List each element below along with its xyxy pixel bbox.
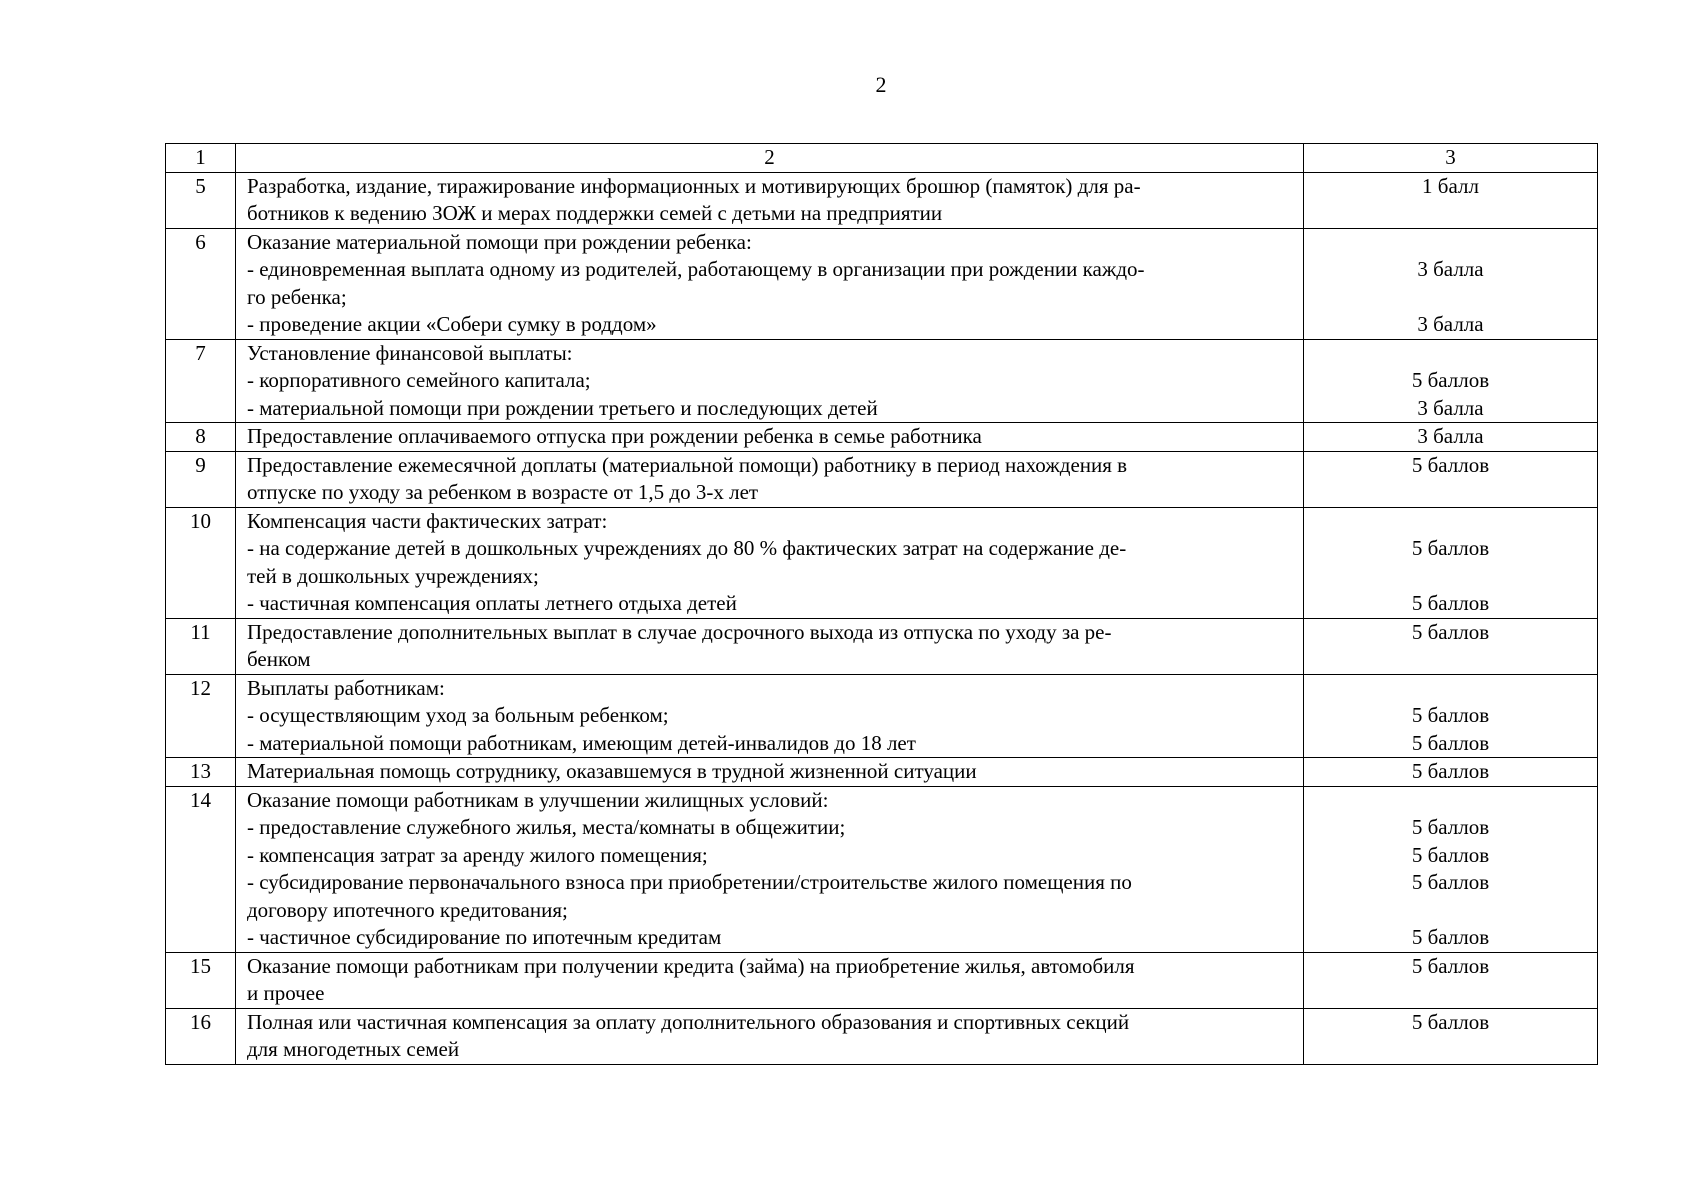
description-line: Полная или частичная компенсация за оплату дополнительного образования и спортивных секций [247,1009,1130,1034]
table-row [166,451,1598,507]
points-line: 5 баллов [1411,842,1490,867]
description-line: - на содержание детей в дошкольных учреждениях до 80 % фактических затрат на содержание де- [247,536,1127,560]
row-number: 15 [166,952,236,1008]
description-line: Установление финансовой выплаты: [247,340,573,365]
table-row [166,952,1598,1008]
description-line: - единовременная выплата одному из родителей, работающему в организации при рождении каждо- [247,257,1145,281]
row-description [236,172,1304,228]
table-body [166,172,1598,1064]
points-line: 3 балла [1417,424,1484,448]
row-description [236,758,1304,787]
header-col-3: 3 [1304,144,1598,173]
points-line [1304,229,1597,257]
row-description [236,451,1304,507]
row-points [1304,339,1598,423]
row-description [236,507,1304,618]
table-row [166,1008,1598,1064]
points-line: 5 баллов [1411,925,1490,949]
description-line: - частичная компенсация оплаты летнего отдыха детей [247,591,737,615]
description-line: тей в дошкольных учреждениях; [247,563,539,588]
points-line [1304,284,1597,312]
points-line [1304,646,1597,674]
points-line [1304,980,1597,1008]
table-row [166,507,1598,618]
points-line: 3 балла [1417,257,1484,281]
row-description [236,618,1304,674]
points-line [1304,508,1597,536]
description-line: Материальная помощь сотруднику, оказавшемуся в трудной жизненной ситуации [247,759,977,783]
row-points [1304,758,1598,787]
points-line: 5 баллов [1411,759,1490,783]
row-description [236,423,1304,452]
row-number: 10 [166,507,236,618]
points-line [1304,479,1597,507]
description-line: - компенсация затрат за аренду жилого помещения; [247,842,708,867]
points-line [1304,897,1597,925]
points-line [1304,1036,1597,1064]
points-line: 5 баллов [1411,591,1490,615]
row-number: 14 [166,786,236,952]
table-row [166,172,1598,228]
description-line: Компенсация части фактических затрат: [247,508,608,533]
description-line: отпуске по уходу за ребенком в возрасте от 1,5 до 3-х лет [247,480,759,504]
description-line: договору ипотечного кредитования; [247,897,568,922]
points-line: 5 баллов [1411,619,1490,644]
row-points [1304,786,1598,952]
header-col-1: 1 [166,144,236,173]
row-number: 8 [166,423,236,452]
header-col-2: 2 [236,144,1304,173]
description-line: бенком [247,647,311,671]
points-line [1304,340,1597,368]
points-line: 3 балла [1417,312,1484,336]
description-line: Оказание помощи работникам в улучшении жилищных условий: [247,787,829,812]
row-points [1304,507,1598,618]
row-number: 12 [166,674,236,758]
table-row [166,758,1598,787]
description-line: Оказание материальной помощи при рождении ребенка: [247,229,752,254]
description-line: - материальной помощи работникам, имеющим детей-инвалидов до 18 лет [247,730,916,755]
description-line: и прочее [247,981,325,1005]
points-line: 5 баллов [1411,730,1490,755]
row-points [1304,952,1598,1008]
description-line: - предоставление служебного жилья, места/комнаты в общежитии; [247,815,846,839]
row-description [236,952,1304,1008]
description-line: Оказание помощи работникам при получении кредита (займа) на приобретение жилья, автомобиля [247,953,1135,978]
table-row [166,339,1598,423]
row-description [236,1008,1304,1064]
row-number: 7 [166,339,236,423]
points-line [1304,563,1597,591]
description-line: Предоставление ежемесячной доплаты (материальной помощи) работнику в период нахождения в [247,452,1128,477]
measures-table [165,143,1598,1065]
points-line: 5 баллов [1411,870,1490,894]
description-line: ботников к ведению ЗОЖ и мерах поддержки семей с детьми на предприятии [247,201,943,225]
table-row [166,786,1598,952]
description-line: Выплаты работникам: [247,675,445,700]
row-number: 9 [166,451,236,507]
description-line: Разработка, издание, тиражирование информационных и мотивирующих брошюр (памяток) для ра- [247,173,1141,198]
table-row [166,674,1598,758]
points-line [1304,675,1597,703]
row-points [1304,451,1598,507]
points-line: 5 баллов [1411,536,1490,560]
description-line: - корпоративного семейного капитала; [247,368,591,392]
description-line: - субсидирование первоначального взноса при приобретении/строительстве жилого помещения по [247,870,1132,894]
description-line: - проведение акции «Собери сумку в роддом» [247,312,657,336]
description-line: Предоставление дополнительных выплат в случае досрочного выхода из отпуска по уходу за ре- [247,619,1112,644]
page-number: 2 [875,72,887,97]
description-line: Предоставление оплачиваемого отпуска при рождении ребенка в семье работника [247,424,982,448]
row-description [236,339,1304,423]
row-points [1304,423,1598,452]
points-line: 5 баллов [1411,953,1490,978]
row-description [236,228,1304,339]
description-line: для многодетных семей [247,1037,460,1061]
row-points [1304,618,1598,674]
points-line: 5 баллов [1411,452,1490,477]
description-line: - материальной помощи при рождении третьего и последующих детей [247,395,878,420]
row-number: 5 [166,172,236,228]
points-line: 3 балла [1417,395,1484,420]
points-line [1304,787,1597,815]
description-line: го ребенка; [247,284,347,309]
table-header-row [166,144,1598,173]
row-description [236,674,1304,758]
points-line: 5 баллов [1411,368,1490,392]
row-number: 13 [166,758,236,787]
row-number: 11 [166,618,236,674]
table-row [166,618,1598,674]
row-points [1304,1008,1598,1064]
points-line: 1 балл [1422,173,1479,198]
row-points [1304,228,1598,339]
row-points [1304,172,1598,228]
table-row [166,423,1598,452]
points-line [1304,200,1597,228]
points-line: 5 баллов [1411,1009,1490,1034]
points-line: 5 баллов [1411,703,1490,727]
points-line: 5 баллов [1411,815,1490,839]
row-points [1304,674,1598,758]
description-line: - осуществляющим уход за больным ребенком; [247,703,669,727]
row-number: 16 [166,1008,236,1064]
row-number: 6 [166,228,236,339]
table-row [166,228,1598,339]
row-description [236,786,1304,952]
description-line: - частичное субсидирование по ипотечным кредитам [247,925,722,949]
